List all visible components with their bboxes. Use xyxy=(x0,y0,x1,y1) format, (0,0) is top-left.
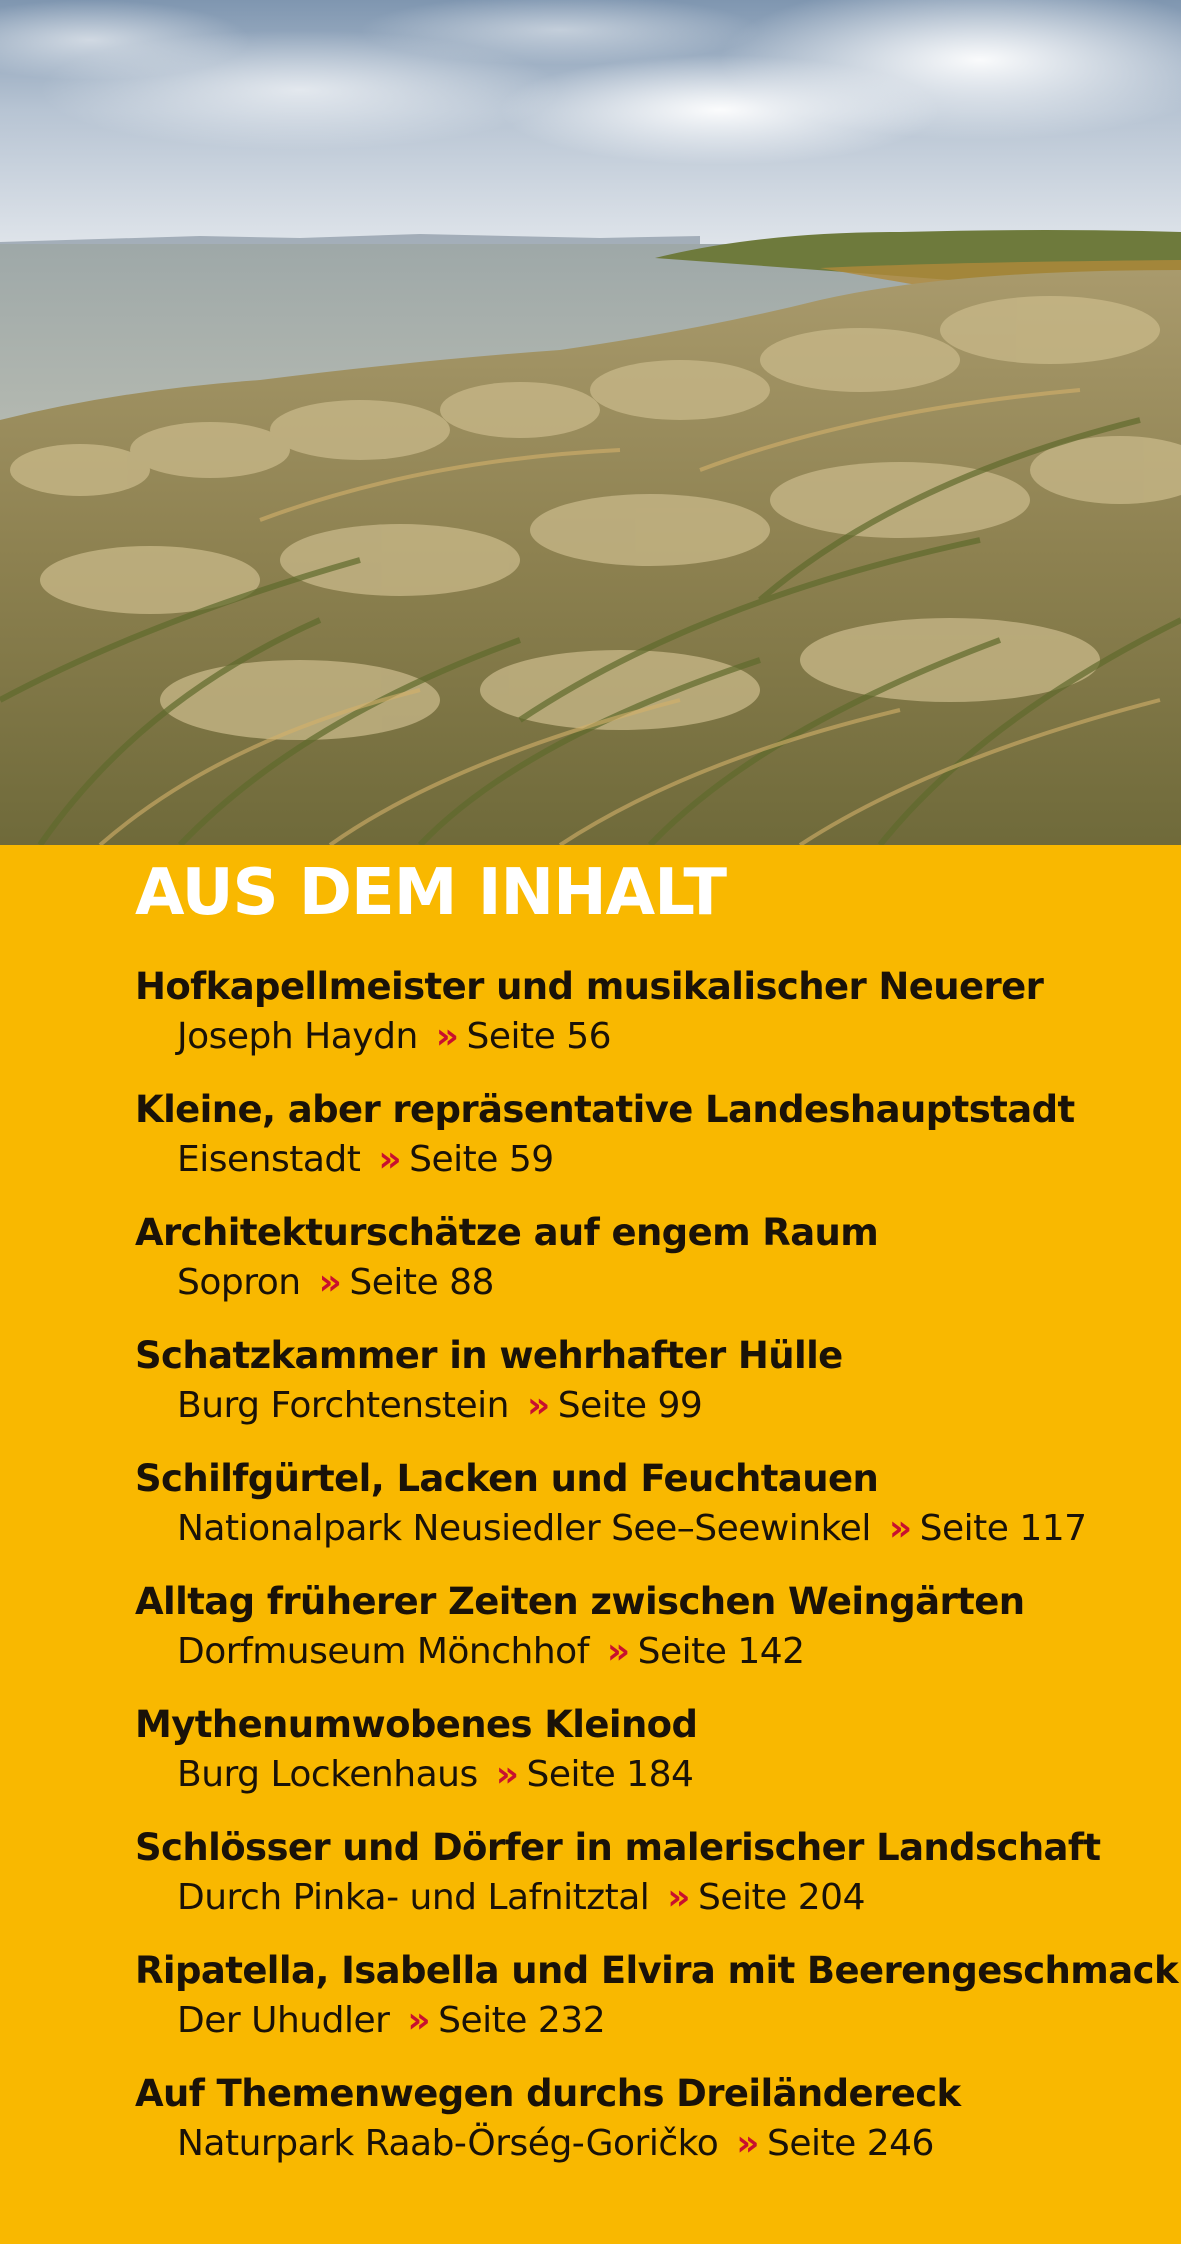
lake-reed-photo xyxy=(0,0,1181,845)
contents-item-page[interactable]: Seite 99 xyxy=(557,1385,703,1426)
contents-item-subline xyxy=(135,1258,1175,1308)
contents-item[interactable] xyxy=(135,1208,1175,1331)
contents-item-subline xyxy=(135,1750,1175,1800)
contents-item-subline xyxy=(135,1135,1175,1185)
contents-item[interactable] xyxy=(135,1946,1178,2069)
contents-item-title: Kleine, aber repräsentative Landeshauptstadt xyxy=(135,1088,1075,1131)
double-chevron-right-icon: » xyxy=(378,1139,402,1180)
contents-item-title: Alltag früherer Zeiten zwischen Weingärten xyxy=(135,1580,1025,1623)
contents-item-subline xyxy=(135,1873,1175,1923)
contents-item[interactable] xyxy=(135,1085,1175,1208)
double-chevron-right-icon: » xyxy=(736,2123,759,2164)
contents-item-title: Hofkapellmeister und musikalischer Neuerer xyxy=(135,965,1044,1008)
contents-item-page[interactable]: Seite 184 xyxy=(526,1754,694,1795)
contents-item[interactable] xyxy=(135,1331,1175,1454)
double-chevron-right-icon: » xyxy=(667,1877,691,1918)
contents-item-page[interactable]: Seite 117 xyxy=(919,1508,1087,1549)
photo-illustration xyxy=(0,0,1181,845)
contents-item-subline xyxy=(135,1504,1175,1554)
double-chevron-right-icon: » xyxy=(606,1631,630,1672)
contents-list xyxy=(135,962,1178,2192)
contents-item-subline xyxy=(135,1627,1175,1677)
contents-item-page[interactable]: Seite 204 xyxy=(698,1877,865,1918)
contents-item-title: Mythenumwobenes Kleinod xyxy=(135,1703,698,1746)
contents-item-page[interactable]: Seite 88 xyxy=(349,1262,494,1303)
double-chevron-right-icon: » xyxy=(888,1508,912,1549)
double-chevron-right-icon: » xyxy=(318,1262,342,1303)
contents-item[interactable] xyxy=(135,1823,1175,1946)
contents-item-page[interactable]: Seite 232 xyxy=(438,2000,606,2041)
contents-heading: AUS DEM INHALT xyxy=(135,856,727,930)
contents-item-place: Dorfmuseum Mönchhof xyxy=(177,1631,589,1672)
contents-item-place: Der Uhudler xyxy=(177,2000,390,2041)
contents-item-page[interactable]: Seite 59 xyxy=(409,1139,554,1180)
contents-item-title: Schatzkammer in wehrhafter Hülle xyxy=(135,1334,843,1377)
contents-item-page[interactable]: Seite 246 xyxy=(767,2123,934,2164)
contents-item-title: Schilfgürtel, Lacken und Feuchtauen xyxy=(135,1457,879,1500)
contents-item-place: Sopron xyxy=(177,1262,301,1303)
contents-item-title: Schlösser und Dörfer in malerischer Landschaft xyxy=(135,1826,1101,1869)
contents-item-place: Eisenstadt xyxy=(177,1139,361,1180)
double-chevron-right-icon: » xyxy=(495,1754,519,1795)
contents-item-subline xyxy=(135,1012,1175,1062)
double-chevron-right-icon: » xyxy=(407,2000,431,2041)
contents-item-place: Nationalpark Neusiedler See–Seewinkel xyxy=(177,1508,871,1549)
contents-item[interactable] xyxy=(135,2069,1175,2192)
contents-item-page[interactable]: Seite 56 xyxy=(466,1016,612,1057)
contents-item-subline xyxy=(135,2119,1175,2169)
contents-item-place: Durch Pinka- und Lafnitztal xyxy=(177,1877,650,1918)
contents-item[interactable] xyxy=(135,1700,1175,1823)
double-chevron-right-icon: » xyxy=(435,1016,459,1057)
contents-panel xyxy=(0,845,1181,2244)
contents-item-title: Ripatella, Isabella und Elvira mit Beerengeschmack xyxy=(135,1949,1178,1992)
contents-item-place: Joseph Haydn xyxy=(177,1016,418,1057)
double-chevron-right-icon: » xyxy=(526,1385,550,1426)
contents-item-title: Auf Themenwegen durchs Dreiländereck xyxy=(135,2072,961,2115)
contents-item-place: Naturpark Raab-Örség-Goričko xyxy=(177,2123,719,2164)
contents-item[interactable] xyxy=(135,1577,1175,1700)
contents-item-page[interactable]: Seite 142 xyxy=(637,1631,805,1672)
contents-item-place: Burg Lockenhaus xyxy=(177,1754,478,1795)
contents-item-title: Architekturschätze auf engem Raum xyxy=(135,1211,879,1254)
contents-item-place: Burg Forchtenstein xyxy=(177,1385,509,1426)
contents-item[interactable] xyxy=(135,962,1175,1085)
contents-item[interactable] xyxy=(135,1454,1175,1577)
contents-item-subline xyxy=(135,1381,1175,1431)
contents-item-subline xyxy=(135,1996,1175,2046)
